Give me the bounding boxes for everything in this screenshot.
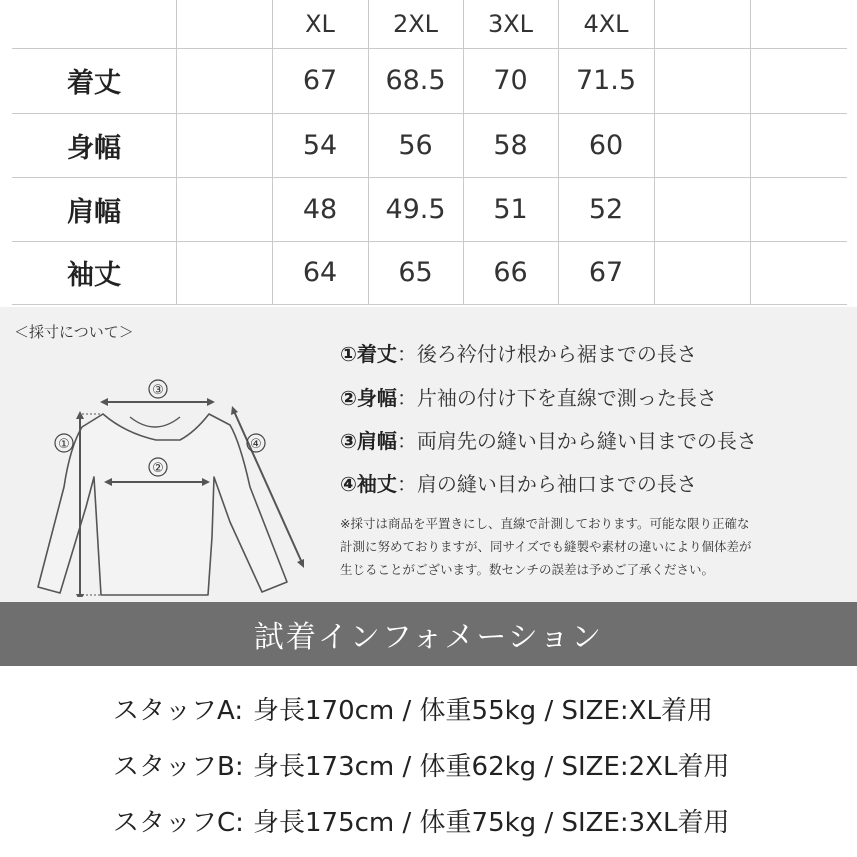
table-cell: 67 — [302, 65, 338, 96]
marker-4 — [247, 434, 265, 452]
measure-item-text: ：肩の縫い目から袖口までの長さ — [396, 472, 697, 496]
svg-text:①: ① — [58, 437, 70, 452]
row-label-shoulder: 肩幅 — [67, 196, 121, 228]
table-cell: 71.5 — [575, 65, 637, 96]
row-label-width: 身幅 — [67, 132, 121, 164]
staff-info: 身長175cm / 体重75kg / SIZE:3XL着用 — [253, 808, 730, 838]
measure-item-label: ②身幅 — [340, 386, 397, 410]
size-header-3xl: 3XL — [487, 10, 534, 38]
fitting-info-banner — [0, 602, 857, 666]
table-cell: 64 — [302, 257, 338, 288]
staff-row-a — [113, 690, 713, 727]
shirt-diagram-icon — [20, 337, 320, 597]
table-cell: 65 — [398, 257, 433, 288]
measure-item-shoulder — [340, 425, 757, 454]
measure-item-text: ：片袖の付け下を直線で測った長さ — [396, 386, 717, 410]
measure-item-label: ④袖丈 — [340, 472, 397, 496]
measure-item-label: ①着丈 — [340, 342, 397, 366]
table-cell: 54 — [302, 129, 338, 161]
row-label-sleeve: 袖丈 — [67, 260, 121, 291]
table-cell: 49.5 — [385, 193, 446, 225]
marker-3 — [149, 380, 167, 398]
table-row-divider — [12, 304, 847, 305]
measure-item-label: ③肩幅 — [340, 429, 397, 453]
note-line: ※採寸は商品を平置きにし、直線で計測しております。可能な限り正確な — [340, 516, 750, 531]
size-header-xl: XL — [305, 10, 335, 38]
measure-item-length — [340, 338, 697, 367]
size-table — [12, 0, 847, 305]
table-col-divider — [176, 0, 177, 305]
size-header-2xl: 2XL — [392, 10, 439, 38]
table-cell: 56 — [398, 129, 433, 161]
table-cell: 48 — [302, 193, 338, 225]
staff-row-c — [113, 802, 729, 839]
staff-name: スタッフB: — [113, 752, 244, 782]
measurement-title: ＜採寸について＞ — [14, 323, 134, 341]
svg-text:③: ③ — [152, 383, 164, 398]
measurement-section — [0, 307, 857, 602]
measure-item-width — [340, 382, 717, 411]
table-col-divider — [654, 0, 655, 305]
note-line: 生じることがございます。数センチの誤差は予めご了承ください。 — [340, 562, 715, 577]
measure-item-sleeve — [340, 468, 697, 497]
measure-item-text: ：後ろ衿付け根から裾までの長さ — [396, 342, 697, 366]
row-label-length: 着丈 — [67, 68, 121, 99]
staff-name: スタッフC: — [113, 808, 244, 838]
measure-item-text: ：両肩先の縫い目から縫い目までの長さ — [396, 429, 757, 453]
table-cell: 52 — [588, 193, 624, 225]
table-cell: 67 — [588, 257, 624, 288]
staff-name: スタッフA: — [113, 696, 244, 726]
marker-1 — [55, 434, 73, 452]
staff-info: 身長173cm / 体重62kg / SIZE:2XL着用 — [253, 752, 730, 782]
banner-title: 試着インフォメーション — [253, 620, 604, 655]
note-line: 計測に努めておりますが、同サイズでも縫製や素材の違いにより個体差が — [340, 539, 752, 554]
staff-info: 身長170cm / 体重55kg / SIZE:XL着用 — [253, 696, 713, 726]
table-cell: 51 — [493, 193, 528, 225]
table-cell: 68.5 — [385, 65, 446, 96]
table-cell: 66 — [493, 257, 528, 288]
svg-text:②: ② — [152, 461, 164, 476]
table-cell: 60 — [588, 129, 624, 161]
table-col-divider — [750, 0, 751, 305]
size-header-4xl: 4XL — [583, 10, 629, 38]
table-cell: 70 — [493, 65, 528, 96]
staff-row-b — [113, 746, 729, 783]
table-cell: 58 — [493, 129, 528, 161]
svg-text:④: ④ — [250, 437, 262, 452]
measurement-note — [340, 512, 840, 581]
